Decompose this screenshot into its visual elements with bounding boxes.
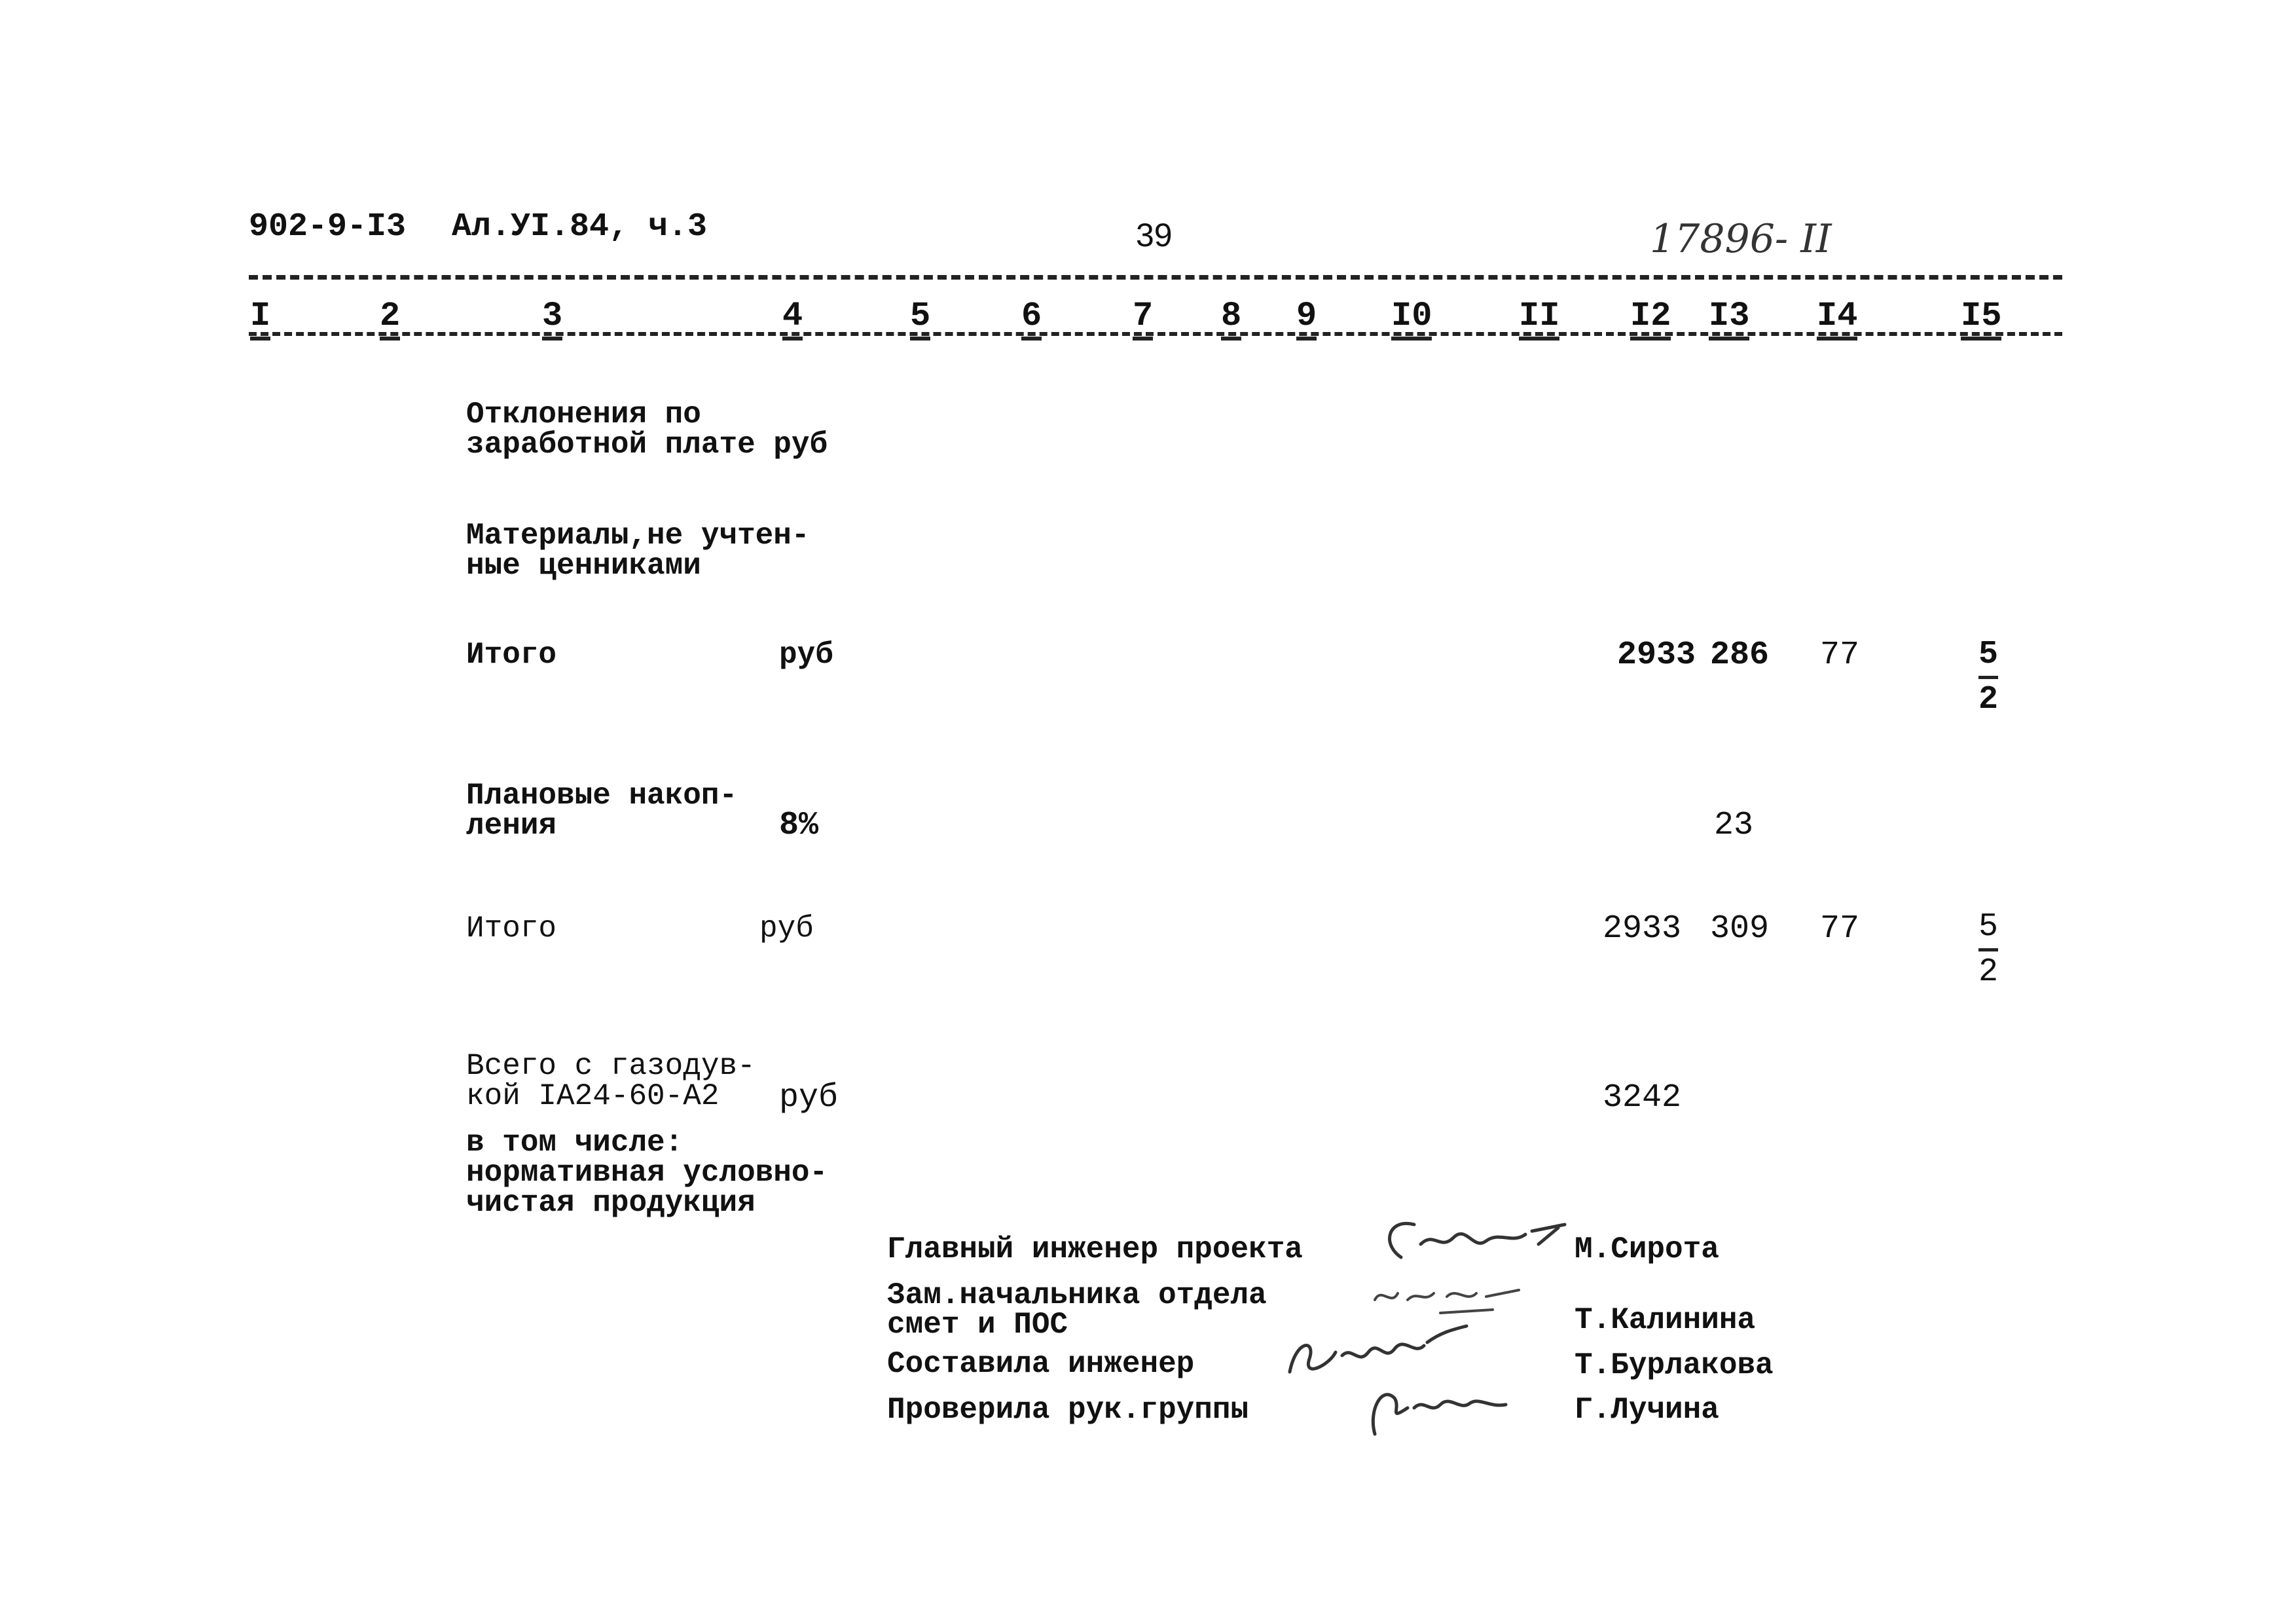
row-total1-label: Итого bbox=[466, 638, 557, 672]
handwritten-signature bbox=[1375, 1205, 1571, 1277]
row-total2-col14: 77 bbox=[1820, 910, 1860, 948]
column-number: I3 bbox=[1709, 296, 1749, 341]
fraction-numerator: 5 bbox=[1978, 906, 1998, 951]
row-grand-unit: руб bbox=[779, 1079, 839, 1116]
row-total1-col13: 286 bbox=[1710, 637, 1770, 674]
fraction-denominator: 2 bbox=[1978, 681, 1999, 718]
row-planned-line2: ления bbox=[466, 809, 557, 843]
handwritten-signature bbox=[1362, 1274, 1532, 1326]
row-grand-line1: Всего с газодув- bbox=[466, 1049, 756, 1083]
column-number: 3 bbox=[542, 296, 562, 341]
column-number: 7 bbox=[1133, 296, 1153, 341]
column-row-underline bbox=[249, 332, 2062, 336]
album-ref: Ал.УI.84, ч.3 bbox=[452, 208, 708, 246]
column-number: I4 bbox=[1817, 296, 1857, 341]
row-total1-col14: 77 bbox=[1820, 637, 1860, 674]
row-total2-col13: 309 bbox=[1710, 910, 1770, 948]
column-number: I5 bbox=[1961, 296, 2001, 341]
row-grand-col12: 3242 bbox=[1603, 1079, 1682, 1116]
row-total2-col15-fraction bbox=[1978, 906, 1998, 993]
fraction-numerator: 5 bbox=[1978, 634, 1998, 679]
row-total1-unit: руб bbox=[779, 638, 833, 672]
signer-role: Составила инженер bbox=[887, 1347, 1195, 1381]
column-number: I bbox=[250, 296, 270, 341]
column-number: I0 bbox=[1391, 296, 1432, 341]
column-number: 5 bbox=[910, 296, 930, 341]
handwritten-signature bbox=[1349, 1372, 1519, 1444]
row-planned-unit: 8% bbox=[779, 807, 819, 844]
document-number: 17896- II bbox=[1650, 216, 1832, 262]
column-number: I2 bbox=[1630, 296, 1671, 341]
row-deviations-line1: Отклонения по bbox=[466, 397, 701, 432]
signer-name: Т.Калинина bbox=[1575, 1303, 1756, 1337]
project-code: 902-9-I3 bbox=[249, 208, 407, 246]
row-planned-line1: Плановые накоп- bbox=[466, 779, 738, 813]
row-including-line1: в том числе: bbox=[466, 1126, 683, 1160]
column-number: 2 bbox=[380, 296, 400, 341]
row-total2-col12: 2933 bbox=[1603, 910, 1682, 948]
signer-name: Т.Бурлакова bbox=[1575, 1348, 1774, 1382]
page-number: 39 bbox=[1136, 217, 1173, 253]
signer-role: Главный инженер проекта bbox=[887, 1232, 1303, 1266]
fraction-denominator: 2 bbox=[1978, 953, 1999, 991]
column-number: II bbox=[1519, 296, 1559, 341]
row-total2-unit: руб bbox=[759, 912, 814, 946]
signer-role: Проверила рук.группы bbox=[887, 1393, 1249, 1427]
column-number: 8 bbox=[1221, 296, 1241, 341]
column-number: 6 bbox=[1021, 296, 1042, 341]
row-total2-label: Итого bbox=[466, 912, 557, 946]
header-separator bbox=[249, 275, 2062, 280]
row-total1-col12: 2933 bbox=[1617, 637, 1696, 674]
row-planned-col13: 23 bbox=[1714, 807, 1754, 844]
signer-name: Г.Лучина bbox=[1575, 1393, 1719, 1427]
row-including-line3: чистая продукция bbox=[466, 1186, 756, 1220]
row-materials-line2: ные ценниками bbox=[466, 549, 701, 583]
row-total1-col15-fraction bbox=[1978, 634, 1998, 721]
row-grand-line2: кой IА24-60-А2 bbox=[466, 1079, 720, 1113]
row-including-line2: нормативная условно- bbox=[466, 1156, 828, 1190]
signer-role: Зам.начальника отдела bbox=[887, 1278, 1267, 1312]
row-deviations-line2: заработной плате руб bbox=[466, 428, 828, 462]
column-number: 4 bbox=[782, 296, 803, 341]
signer-role: смет и ПОС bbox=[887, 1308, 1068, 1342]
row-materials-line1: Материалы,не учтен- bbox=[466, 519, 810, 553]
column-number: 9 bbox=[1296, 296, 1317, 341]
signer-name: М.Сирота bbox=[1575, 1232, 1719, 1266]
